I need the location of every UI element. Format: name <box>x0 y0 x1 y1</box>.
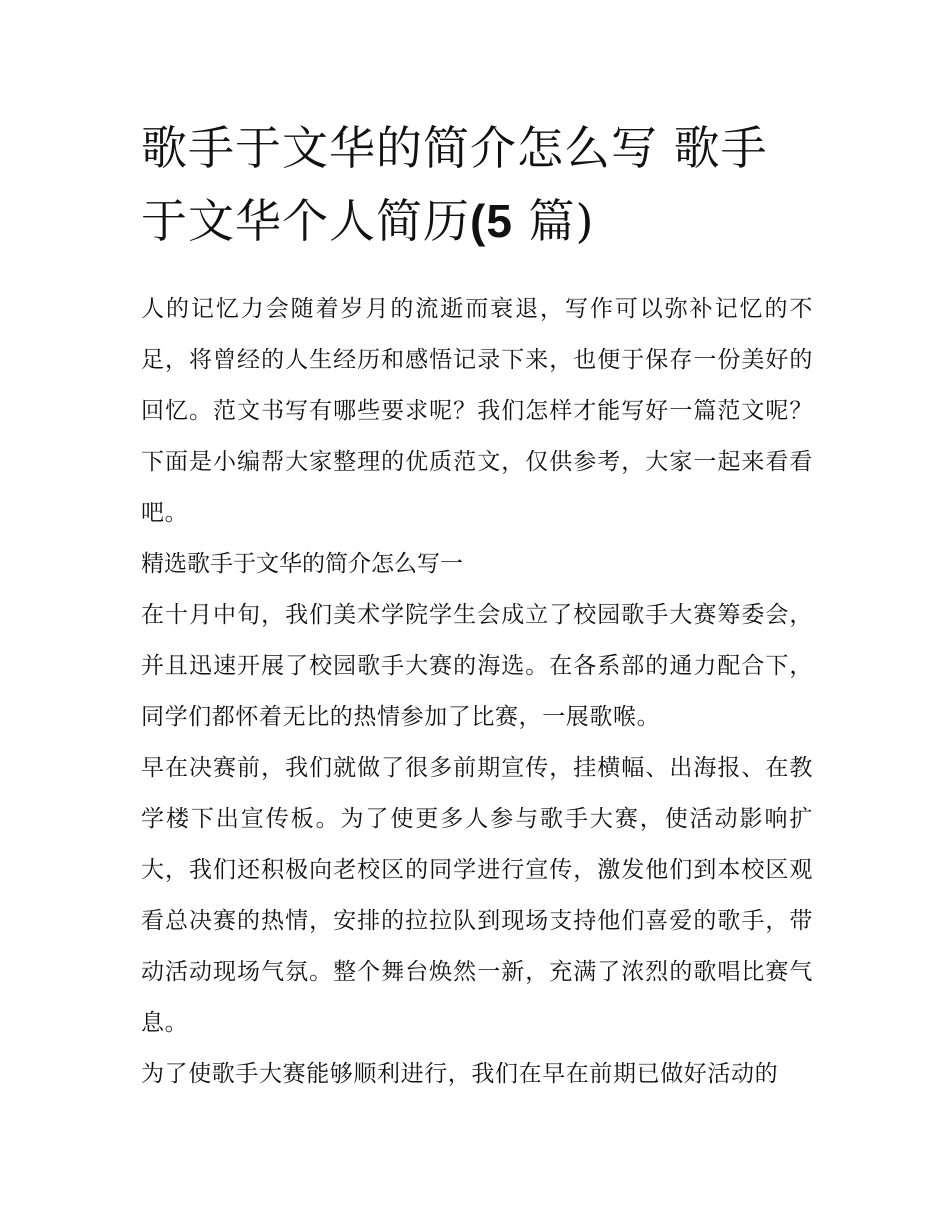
body-paragraph-3: 为了使歌手大赛能够顺利进行，我们在早在前期已做好活动的 <box>141 1061 779 1087</box>
document-title <box>141 112 813 258</box>
title-main: 歌手于文华的简介怎么写 歌手于文华个人简历 <box>141 121 768 248</box>
body-paragraph-1: 在十月中旬，我们美术学院学生会成立了校园歌手大赛筹委会，并且迅速开展了校园歌手大赛的海选。在各系部的通力配合下，同学们都怀着无比的热情参加了比赛，一展歌喉。 <box>141 602 813 730</box>
section-heading: 精选歌手于文华的简介怎么写一 <box>141 551 463 577</box>
title-count: (5 <box>470 195 513 247</box>
document-page <box>141 112 813 1100</box>
title-suffix: 篇) <box>528 194 595 248</box>
body-paragraph-2: 早在决赛前，我们就做了很多前期宣传，挂横幅、出海报、在教学楼下出宣传板。为了使更多人参与歌手大赛，使活动影响扩大，我们还积极向老校区的同学进行宣传，激发他们到本校区观看总决赛的热情，安排的拉拉队到现场支持他们喜爱的歌手，带动活动现场气氛。整个舞台焕然一新，充满了浓烈的歌唱比赛气息。 <box>141 755 813 1036</box>
document-body <box>141 284 813 1100</box>
intro-paragraph: 人的记忆力会随着岁月的流逝而衰退，写作可以弥补记忆的不足，将曾经的人生经历和感悟记录下来，也便于保存一份美好的回忆。范文书写有哪些要求呢？我们怎样才能写好一篇范文呢？下面是小编帮大家整理的优质范文，仅供参考，大家一起来看看吧。 <box>141 296 813 526</box>
